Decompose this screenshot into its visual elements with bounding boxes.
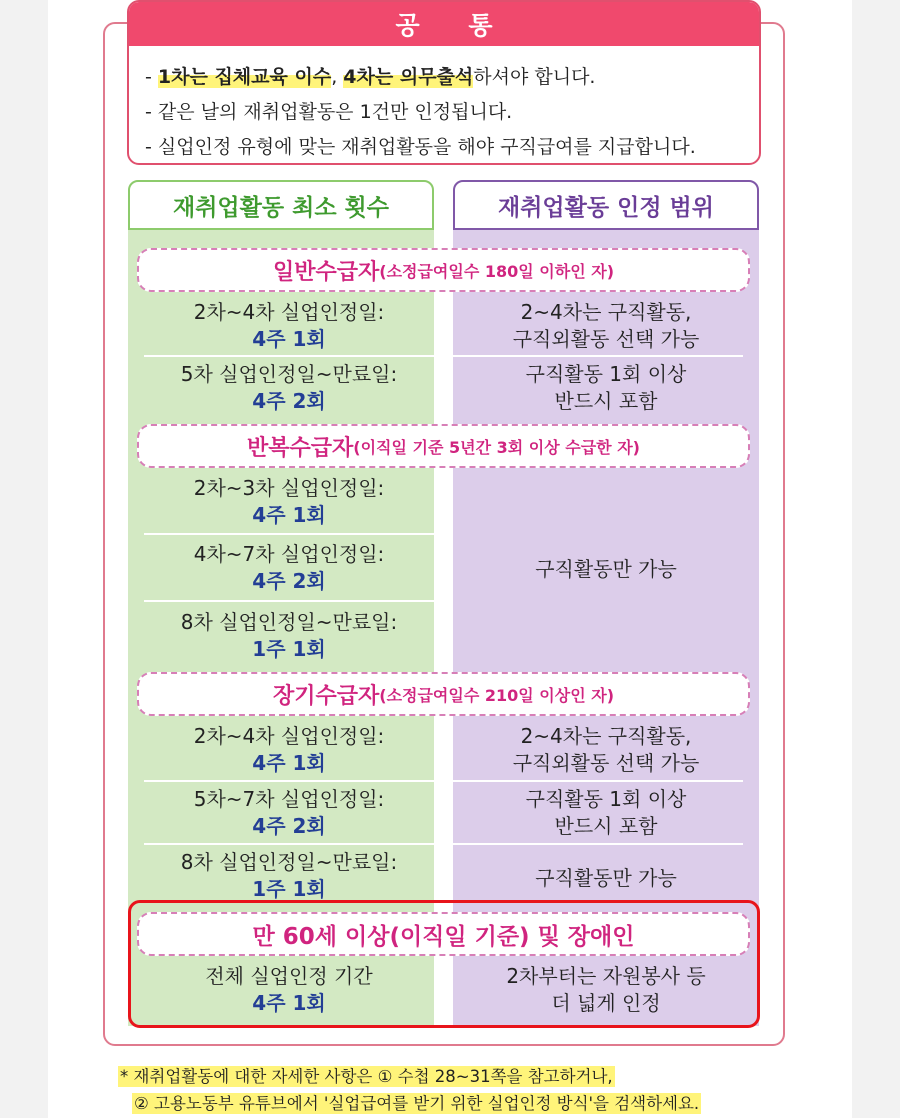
common-title: 공 통 xyxy=(129,2,759,46)
row-divider xyxy=(453,780,743,782)
common-item-1: - 1차는 집체교육 이수, 4차는 의무출석하셔야 합니다. xyxy=(145,66,596,88)
long-row-3-scope: 구직활동만 가능 xyxy=(535,865,677,890)
long-row-2-frequency: 5차~7차 실업인정일: 4주 2회 xyxy=(193,787,385,838)
row-divider xyxy=(144,355,434,357)
row-divider xyxy=(144,600,434,602)
common-notice-list xyxy=(129,46,759,165)
long-row-3-frequency: 8차 실업인정일~만료일: 1주 1회 xyxy=(180,850,398,901)
repeat-row-1-frequency: 2차~3차 실업인정일: 4주 1회 xyxy=(193,476,385,527)
row-divider xyxy=(144,533,434,535)
general-row-1-scope: 2~4차는 구직활동, 구직외활동 선택 가능 xyxy=(512,300,700,351)
row-divider xyxy=(144,843,434,845)
senior-row-scope: 2차부터는 자원봉사 등 더 넓게 인정 xyxy=(506,964,706,1015)
general-row-2-frequency: 5차 실업인정일~만료일: 4주 2회 xyxy=(180,362,398,413)
footnote-line-1: * 재취업활동에 대한 자세한 사항은 ① 수첩 28~31쪽을 참고하거나, xyxy=(120,1067,613,1086)
repeat-row-3-frequency: 8차 실업인정일~만료일: 1주 1회 xyxy=(180,610,398,661)
common-item-3: - 실업인정 유형에 맞는 재취업활동을 해야 구직급여를 지급합니다. xyxy=(145,136,696,158)
right-margin-shade xyxy=(852,0,900,1118)
section-long-term-recipient: 장기수급자 (소정급여일수 210일 이상인 자) xyxy=(137,672,750,716)
section-repeat-recipient: 반복수급자 (이직일 기준 5년간 3회 이상 수급한 자) xyxy=(137,424,750,468)
long-row-1-frequency: 2차~4차 실업인정일: 4주 1회 xyxy=(193,724,385,775)
left-column-header: 재취업활동 최소 횟수 xyxy=(128,180,434,230)
footnote-line-2: ② 고용노동부 유튜브에서 '실업급여를 받기 위한 실업인정 방식'을 검색하세요. xyxy=(134,1094,700,1113)
highlight-fourth-session: 4차는 의무출석 xyxy=(343,66,474,88)
senior-row-frequency: 전체 실업인정 기간 4주 1회 xyxy=(205,964,373,1015)
long-row-2-scope: 구직활동 1회 이상 반드시 포함 xyxy=(525,787,687,838)
general-row-1-frequency: 2차~4차 실업인정일: 4주 1회 xyxy=(193,300,385,351)
section-senior-disabled: 만 60세 이상(이직일 기준) 및 장애인 xyxy=(137,912,750,956)
long-row-1-scope: 2~4차는 구직활동, 구직외활동 선택 가능 xyxy=(512,724,700,775)
row-divider xyxy=(453,355,743,357)
footnote xyxy=(118,1063,701,1117)
highlight-first-session: 1차는 집체교육 이수 xyxy=(157,66,332,88)
repeat-scope-merged: 구직활동만 가능 xyxy=(535,556,677,581)
row-divider xyxy=(453,843,743,845)
row-divider xyxy=(144,780,434,782)
left-margin-shade xyxy=(0,0,48,1118)
repeat-row-2-frequency: 4차~7차 실업인정일: 4주 2회 xyxy=(193,542,385,593)
common-notice-box xyxy=(127,0,761,165)
red-emphasis-box xyxy=(128,900,760,1028)
common-item-2: - 같은 날의 재취업활동은 1건만 인정됩니다. xyxy=(145,101,513,123)
right-column-header: 재취업활동 인정 범위 xyxy=(453,180,759,230)
section-general-recipient: 일반수급자 (소정급여일수 180일 이하인 자) xyxy=(137,248,750,292)
general-row-2-scope: 구직활동 1회 이상 반드시 포함 xyxy=(525,362,687,413)
